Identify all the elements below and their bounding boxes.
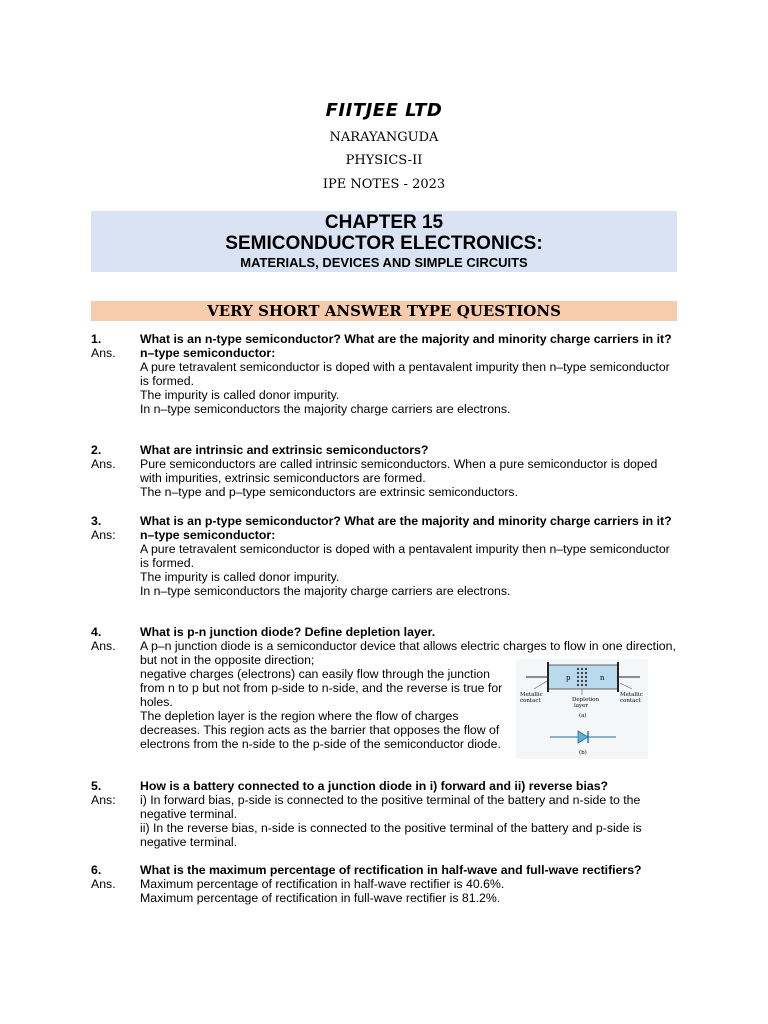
question-number: 1. — [91, 332, 102, 346]
right-contact-label: Metallic — [620, 692, 643, 698]
answer-label: Ans: — [91, 528, 116, 542]
question-block-1 — [91, 332, 681, 416]
answer-line: A p–n junction diode is a semiconductor device that allows electric charges to flow in one direction, but not in the opposite direction; — [140, 639, 676, 667]
left-contact-label: Metallic — [520, 692, 543, 698]
question-number: 2. — [91, 443, 102, 457]
question-block-3 — [91, 514, 681, 598]
chapter-banner — [91, 211, 677, 272]
chapter-subtitle: MATERIALS, DEVICES AND SIMPLE CIRCUITS — [240, 255, 528, 270]
section-heading: VERY SHORT ANSWER TYPE QUESTIONS — [91, 301, 677, 321]
question-text: How is a battery connected to a junction diode in i) forward and ii) reverse bias? — [140, 779, 609, 793]
answer-heading: n–type semiconductor: — [140, 528, 276, 542]
answer-label: Ans. — [91, 639, 116, 653]
answer-line: The n–type and p–type semiconductors are extrinsic semiconductors. — [140, 485, 518, 499]
left-contact-label-2: contact — [520, 698, 541, 704]
question-block-2 — [91, 443, 681, 499]
answer-line: A pure tetravalent semiconductor is doped with a pentavalent impurity then n–type semiconductor is formed. — [140, 360, 670, 388]
chapter-number: CHAPTER 15 — [324, 212, 444, 233]
question-text: What are intrinsic and extrinsic semiconductors? — [140, 443, 429, 457]
answer-line: The impurity is called donor impurity. — [140, 388, 340, 402]
brand-logo: FIITJEE LTD — [325, 100, 443, 121]
question-text: What is an p-type semiconductor? What are the majority and minority charge carriers in it? — [140, 514, 672, 528]
answer-line: In n–type semiconductors the majority charge carriers are electrons. — [140, 584, 511, 598]
caption-b: (b) — [579, 750, 587, 756]
pn-junction-figure — [516, 659, 648, 759]
question-text: What is p-n junction diode? Define depletion layer. — [140, 625, 436, 639]
answer-line: Maximum percentage of rectification in half-wave rectifier is 40.6%. — [140, 877, 505, 891]
answer-line: Maximum percentage of rectification in full-wave rectifier is 81.2%. — [140, 891, 501, 905]
question-text: What is an n-type semiconductor? What are the majority and minority charge carriers in it? — [140, 332, 672, 346]
answer-label: Ans. — [91, 346, 116, 360]
caption-a: (a) — [579, 713, 587, 719]
answer-line: The impurity is called donor impurity. — [140, 570, 340, 584]
chapter-title: SEMICONDUCTOR ELECTRONICS: — [225, 233, 543, 254]
answer-label: Ans. — [91, 457, 116, 471]
depletion-label: Depletion — [572, 697, 600, 703]
answer-line: ii) In the reverse bias, n-side is connected to the positive terminal of the battery and p-side is negative terminal. — [140, 821, 642, 849]
answer-line: Pure semiconductors are called intrinsic semiconductors. When a pure semiconductor is doped with impurities, extrinsic semiconductors are formed. — [140, 457, 658, 485]
answer-line: In n–type semiconductors the majority charge carriers are electrons. — [140, 402, 511, 416]
question-number: 3. — [91, 514, 102, 528]
depletion-label-2: layer — [574, 703, 589, 709]
answer-line: negative charges (electrons) can easily flow through the junction from n to p but not from p-side to n-side, and the reverse is true for holes. — [140, 667, 503, 709]
notes-title: IPE NOTES - 2023 — [322, 177, 446, 192]
subject-name: PHYSICS-II — [345, 153, 423, 168]
question-block-6 — [91, 863, 681, 905]
question-number: 6. — [91, 863, 102, 877]
question-block-5 — [91, 779, 681, 849]
pn-junction-diagram — [516, 659, 648, 759]
question-number: 4. — [91, 625, 102, 639]
question-number: 5. — [91, 779, 102, 793]
answer-label: Ans: — [91, 793, 116, 807]
n-region-label: n — [600, 674, 605, 682]
answer-line: i) In forward bias, p-side is connected to the positive terminal of the battery and n-side to the negative terminal. — [140, 793, 641, 821]
question-text: What is the maximum percentage of rectification in half-wave and full-wave rectifiers? — [140, 863, 642, 877]
answer-line: The depletion layer is the region where the flow of charges decreases. This region acts as the barrier that opposes the flow of electrons from the n-side to the p-side of the semiconductor diode. — [140, 709, 501, 751]
answer-label: Ans. — [91, 877, 116, 891]
answer-heading: n–type semiconductor: — [140, 346, 276, 360]
right-contact-label-2: contact — [620, 698, 641, 704]
branch-name: NARAYANGUDA — [329, 130, 439, 145]
answer-line: A pure tetravalent semiconductor is doped with a pentavalent impurity then n–type semiconductor is formed. — [140, 542, 670, 570]
p-region-label: p — [566, 674, 571, 682]
